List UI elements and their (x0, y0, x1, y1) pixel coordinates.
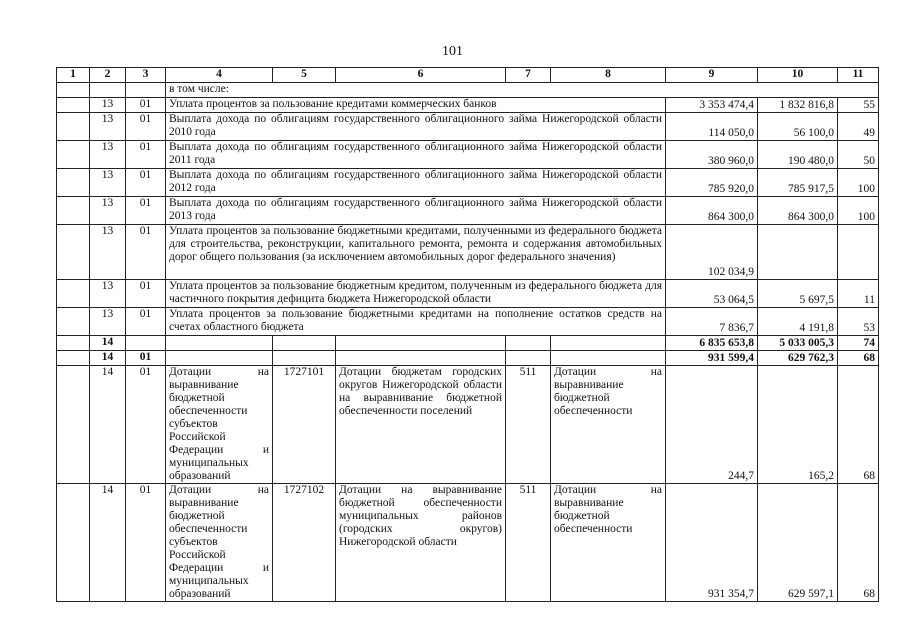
cell-section: 14 (90, 366, 126, 484)
cell-subsection: 01 (126, 366, 166, 484)
cell-col5 (273, 351, 336, 366)
cell-section: 13 (90, 225, 126, 280)
cell-col8 (551, 336, 666, 351)
budget-table (56, 67, 879, 602)
column-header-9: 9 (666, 68, 758, 83)
cell-percent: 55 (838, 98, 879, 113)
cell-col6 (336, 336, 506, 351)
cell-grant-type: Дотации на выравнивание бюджетной обеспеченности субъектов Российской Федерации и муниципальных образований (166, 366, 273, 484)
cell-expense-description: Дотации на выравнивание бюджетной обеспеченности (551, 366, 666, 484)
subheading-row (57, 83, 879, 98)
cell-col7 (506, 351, 551, 366)
cell-subsection: 01 (126, 225, 166, 280)
cell-description: Уплата процентов за пользование бюджетными кредитами, полученными из федерального бюджета для строительства, реконструкции, капитального ремонта, ремонта и содержания автомобильных дорог общего пользования (за исключением автомобильных дорог федерального значения) (166, 225, 666, 280)
total-row-section-14-01 (57, 351, 879, 366)
cell-description: Уплата процентов за пользование бюджетным кредитом, полученным из федерального бюджета для частичного покрытия дефицита бюджета Нижегородской области (166, 280, 666, 308)
cell-section: 13 (90, 141, 126, 169)
cell-actual: 629 597,1 (758, 484, 838, 602)
cell-col6 (336, 351, 506, 366)
cell-section: 14 (90, 351, 126, 366)
cell-description: Выплата дохода по облигациям государственного облигационного займа Нижегородской области 2010 года (166, 113, 666, 141)
cell-section: 13 (90, 280, 126, 308)
cell-subsection (126, 336, 166, 351)
cell-actual: 190 480,0 (758, 141, 838, 169)
cell-subsection: 01 (126, 351, 166, 366)
cell-target-code: 1727102 (273, 484, 336, 602)
page-number: 101 (442, 44, 463, 59)
cell-subsection: 01 (126, 280, 166, 308)
cell-actual: 5 697,5 (758, 280, 838, 308)
cell-subsection: 01 (126, 98, 166, 113)
cell-col5 (273, 336, 336, 351)
cell-description: Выплата дохода по облигациям государственного облигационного займа Нижегородской области 2011 года (166, 141, 666, 169)
cell-section: 13 (90, 197, 126, 225)
cell-section: 13 (90, 113, 126, 141)
cell-grant-type: Дотации на выравнивание бюджетной обеспеченности субъектов Российской Федерации и муниципальных образований (166, 484, 273, 602)
cell-percent: 53 (838, 308, 879, 336)
column-header-8: 8 (551, 68, 666, 83)
cell-col1 (57, 280, 90, 308)
table-row (57, 225, 879, 280)
subheading-cell: в том числе: (166, 83, 879, 98)
cell-planned: 864 300,0 (666, 197, 758, 225)
table-row (57, 98, 879, 113)
column-header-2: 2 (90, 68, 126, 83)
cell-col1 (57, 351, 90, 366)
cell-actual: 629 762,3 (758, 351, 838, 366)
cell-subsection: 01 (126, 308, 166, 336)
cell-planned: 785 920,0 (666, 169, 758, 197)
cell-grant-description: Дотации бюджетам городских округов Нижегородской области на выравнивание бюджетной обеспеченности поселений (336, 366, 506, 484)
column-header-10: 10 (758, 68, 838, 83)
cell-col1 (57, 484, 90, 602)
cell-percent: 100 (838, 169, 879, 197)
cell-col1 (57, 225, 90, 280)
cell-col1 (57, 113, 90, 141)
cell-col1 (57, 366, 90, 484)
cell-actual: 785 917,5 (758, 169, 838, 197)
table-row (57, 169, 879, 197)
cell-section: 13 (90, 169, 126, 197)
cell-section: 14 (90, 484, 126, 602)
table-row (57, 197, 879, 225)
cell-planned: 53 064,5 (666, 280, 758, 308)
column-header-3: 3 (126, 68, 166, 83)
cell-subsection: 01 (126, 113, 166, 141)
cell-percent: 50 (838, 141, 879, 169)
detail-row (57, 484, 879, 602)
column-header-1: 1 (57, 68, 90, 83)
cell-subsection: 01 (126, 197, 166, 225)
cell-subsection: 01 (126, 484, 166, 602)
table-row (57, 141, 879, 169)
cell-subsection: 01 (126, 141, 166, 169)
cell-planned: 7 836,7 (666, 308, 758, 336)
cell-expense-code: 511 (506, 366, 551, 484)
cell-col7 (506, 336, 551, 351)
cell-col8 (551, 351, 666, 366)
cell-actual: 165,2 (758, 366, 838, 484)
cell-col1 (57, 197, 90, 225)
cell-percent: 68 (838, 484, 879, 602)
cell-col1 (57, 336, 90, 351)
cell-target-code: 1727101 (273, 366, 336, 484)
cell-col1 (57, 308, 90, 336)
header-row (57, 68, 879, 83)
cell-description: Выплата дохода по облигациям государственного облигационного займа Нижегородской области 2012 года (166, 169, 666, 197)
column-header-7: 7 (506, 68, 551, 83)
table-row (57, 308, 879, 336)
cell-description: Выплата дохода по облигациям государственного облигационного займа Нижегородской области 2013 года (166, 197, 666, 225)
cell-section: 13 (90, 308, 126, 336)
cell-planned: 931 599,4 (666, 351, 758, 366)
column-header-11: 11 (838, 68, 879, 83)
cell-planned: 3 353 474,4 (666, 98, 758, 113)
cell-actual: 864 300,0 (758, 197, 838, 225)
cell-section: 13 (90, 98, 126, 113)
cell-description: Уплата процентов за пользование кредитами коммерческих банков (166, 98, 666, 113)
cell-percent: 49 (838, 113, 879, 141)
cell-percent: 74 (838, 336, 879, 351)
table-row (57, 113, 879, 141)
cell-subsection: 01 (126, 169, 166, 197)
cell-planned: 6 835 653,8 (666, 336, 758, 351)
cell-grant-description: Дотации на выравнивание бюджетной обеспеченности муниципальных районов (городских округов) Нижегородской области (336, 484, 506, 602)
detail-row (57, 366, 879, 484)
cell-description: Уплата процентов за пользование бюджетными кредитами на пополнение остатков средств на счетах областного бюджета (166, 308, 666, 336)
cell-actual: 56 100,0 (758, 113, 838, 141)
cell-actual (758, 225, 838, 280)
cell-actual: 4 191,8 (758, 308, 838, 336)
cell-section: 14 (90, 336, 126, 351)
cell-percent: 100 (838, 197, 879, 225)
column-header-5: 5 (273, 68, 336, 83)
cell-planned: 931 354,7 (666, 484, 758, 602)
column-header-4: 4 (166, 68, 273, 83)
cell-planned: 114 050,0 (666, 113, 758, 141)
cell-expense-code: 511 (506, 484, 551, 602)
cell-col1 (57, 98, 90, 113)
cell-percent: 68 (838, 366, 879, 484)
cell-percent: 68 (838, 351, 879, 366)
cell-planned: 102 034,9 (666, 225, 758, 280)
cell-col1 (57, 169, 90, 197)
cell-planned: 380 960,0 (666, 141, 758, 169)
cell-col1 (57, 141, 90, 169)
cell-percent: 11 (838, 280, 879, 308)
cell-col4 (166, 336, 273, 351)
cell-col4 (166, 351, 273, 366)
cell-planned: 244,7 (666, 366, 758, 484)
cell-actual: 5 033 005,3 (758, 336, 838, 351)
cell-expense-description: Дотации на выравнивание бюджетной обеспеченности (551, 484, 666, 602)
total-row-section-14 (57, 336, 879, 351)
cell-percent (838, 225, 879, 280)
cell-actual: 1 832 816,8 (758, 98, 838, 113)
table-row (57, 280, 879, 308)
column-header-6: 6 (336, 68, 506, 83)
